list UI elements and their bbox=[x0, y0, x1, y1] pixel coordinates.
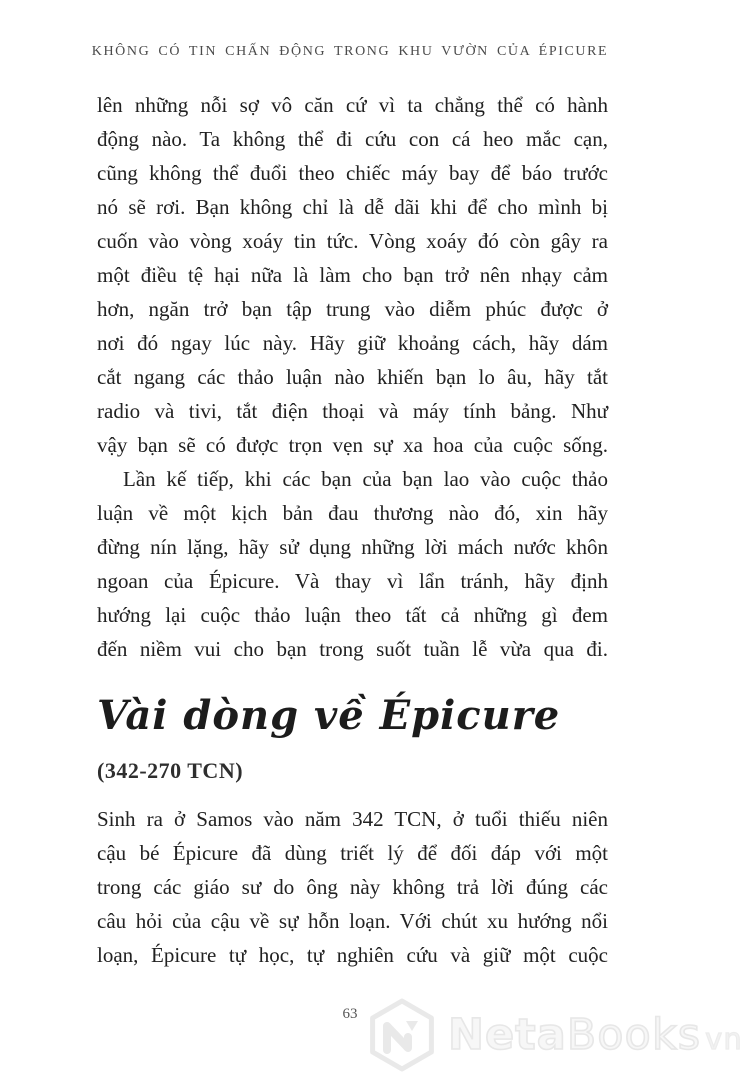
text-line: trong các giáo sư do ông này không trả lời đúng các bbox=[97, 875, 608, 899]
text-line: câu hỏi của cậu về sự hỗn loạn. Với chút xu hướng nổi bbox=[97, 909, 608, 933]
text-line: vậy bạn sẽ có được trọn vẹn sự xa hoa của cuộc sống. bbox=[97, 433, 608, 457]
text-line: cuốn vào vòng xoáy tin tức. Vòng xoáy đó còn gây ra bbox=[97, 229, 608, 253]
text-line: cũng không thể đuổi theo chiếc máy bay để báo trước bbox=[97, 161, 608, 185]
text-line: đến niềm vui cho bạn trong suốt tuần lễ vừa qua đi. bbox=[97, 637, 608, 661]
text-line: cậu bé Épicure đã dùng triết lý để đối đáp với một bbox=[97, 841, 608, 865]
body-paragraphs-top bbox=[97, 88, 608, 666]
text-line: Sinh ra ở Samos vào năm 342 TCN, ở tuổi thiếu niên bbox=[97, 807, 608, 831]
text-line: động nào. Ta không thể đi cứu con cá heo mắc cạn, bbox=[97, 127, 608, 151]
text-line: cắt ngang các thảo luận nào khiến bạn lo âu, hãy tắt bbox=[97, 365, 608, 389]
watermark-books: Books bbox=[566, 1009, 702, 1060]
text-line: luận về một kịch bản đau thương nào đó, xin hãy bbox=[97, 501, 608, 525]
text-line: radio và tivi, tắt điện thoại và máy tính bảng. Như bbox=[97, 399, 608, 423]
body-paragraphs-bottom bbox=[97, 802, 608, 972]
watermark-neta: Neta bbox=[448, 1009, 567, 1060]
text-line: hướng lại cuộc thảo luận theo tất cả những gì đem bbox=[97, 603, 608, 627]
text-line: lên những nỗi sợ vô căn cứ vì ta chẳng thể có hành bbox=[97, 93, 608, 117]
page-number: 63 bbox=[342, 1006, 358, 1022]
running-header: KHÔNG CÓ TIN CHẤN ĐỘNG TRONG KHU VƯỜN CỦA ÉPICURE bbox=[91, 44, 609, 59]
text-line: nơi đó ngay lúc này. Hãy giữ khoảng cách, hãy dám bbox=[97, 331, 608, 355]
section-heading: Vài dòng về Épicure bbox=[97, 692, 561, 739]
text-line: loạn, Épicure tự học, tự nghiên cứu và giữ một cuộc bbox=[97, 943, 608, 967]
text-line: đừng nín lặng, hãy sử dụng những lời mách nước khôn bbox=[97, 535, 608, 559]
text-line: một điều tệ hại nữa là làm cho bạn trở nên nhạy cảm bbox=[97, 263, 608, 287]
text-line: nó sẽ rơi. Bạn không chỉ là dễ dãi khi để cho mình bị bbox=[97, 195, 608, 219]
text-line: Lần kế tiếp, khi các bạn của bạn lao vào cuộc thảo bbox=[123, 467, 608, 491]
text-line: hơn, ngăn trở bạn tập trung vào diễm phúc được ở bbox=[97, 297, 608, 321]
watermark-tld: vn bbox=[705, 1021, 743, 1056]
text-line: ngoan của Épicure. Và thay vì lẩn tránh, hãy định bbox=[97, 569, 608, 593]
section-dates: (342-270 TCN) bbox=[97, 758, 244, 783]
